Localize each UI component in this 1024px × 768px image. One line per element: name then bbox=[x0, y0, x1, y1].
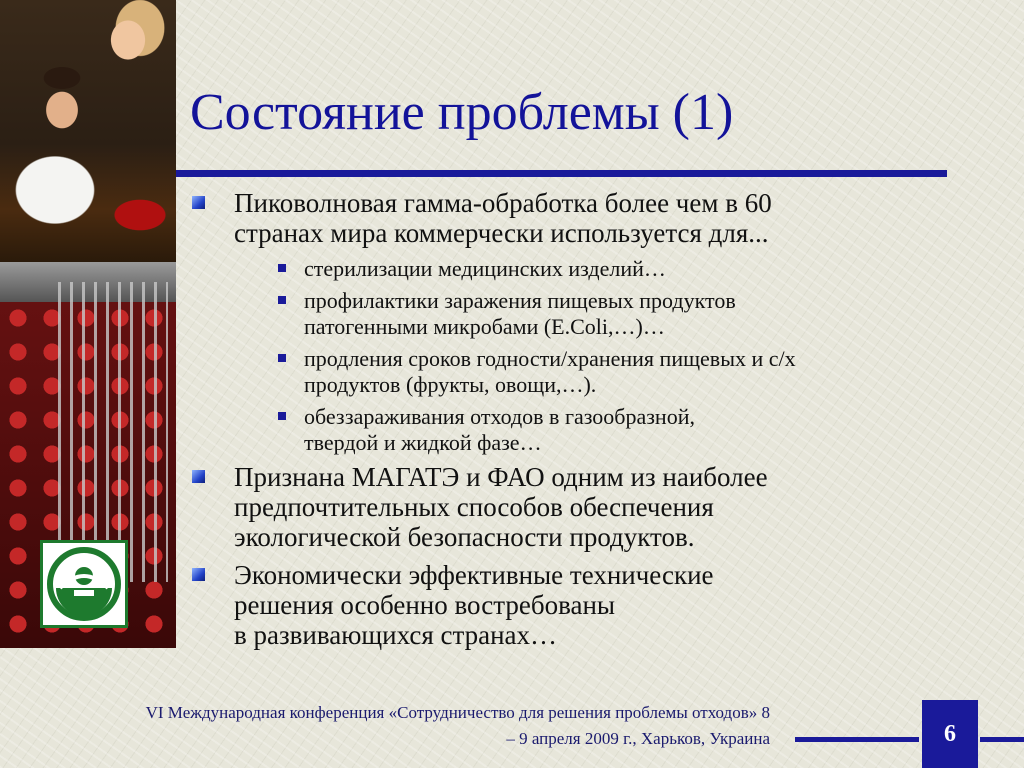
sub-bullet-text: обеззараживания отходов в газообразной, твердой и жидкой фазе… bbox=[304, 404, 695, 455]
small-navy-square-icon bbox=[278, 412, 286, 420]
slide-title: Состояние проблемы (1) bbox=[190, 84, 734, 141]
small-navy-square-icon bbox=[278, 354, 286, 362]
bullet-item bbox=[192, 188, 952, 248]
blue-square-icon bbox=[192, 470, 205, 483]
title-underline bbox=[176, 170, 947, 177]
sub-bullet-item bbox=[278, 404, 952, 456]
page-number bbox=[922, 700, 978, 768]
page-number-label: 6 bbox=[944, 720, 956, 747]
footer-conference-text: VI Международная конференция «Сотрудничество для решения проблемы отходов» 8 – 9 апреля 2009 г., Харьков, Украина bbox=[145, 703, 770, 748]
footer-divider-right bbox=[980, 737, 1024, 742]
blue-square-icon bbox=[192, 568, 205, 581]
lab-scientist-photo bbox=[0, 0, 176, 262]
blue-square-icon bbox=[192, 196, 205, 209]
sub-bullet-item bbox=[278, 346, 952, 398]
sub-bullet-text: профилактики заражения пищевых продуктов патогенными микробами (E.Coli,…)… bbox=[304, 288, 736, 339]
slide-content bbox=[192, 188, 952, 658]
irradiator-rods bbox=[58, 282, 168, 582]
bullet-text: Пиковолновая гамма-обработка более чем в 60 странах мира коммерчески используется для... bbox=[234, 188, 772, 248]
bullet-text: Признана МАГАТЭ и ФАО одним из наиболее предпочтительных способов обеспечения экологической безопасности продуктов. bbox=[234, 462, 768, 552]
small-navy-square-icon bbox=[278, 264, 286, 272]
sub-bullet-item bbox=[278, 256, 952, 282]
radura-logo-icon bbox=[40, 540, 128, 628]
small-navy-square-icon bbox=[278, 296, 286, 304]
sub-bullet-text: стерилизации медицинских изделий… bbox=[304, 256, 666, 281]
bullet-item bbox=[192, 560, 952, 650]
sub-bullet-item bbox=[278, 288, 952, 340]
bullet-text: Экономически эффективные технические решения особенно востребованы в развивающихся странах… bbox=[234, 560, 714, 650]
bullet-item bbox=[192, 462, 952, 552]
footer-divider bbox=[795, 737, 919, 742]
sub-bullet-text: продления сроков годности/хранения пищевых и с/х продуктов (фрукты, овощи,…). bbox=[304, 346, 796, 397]
